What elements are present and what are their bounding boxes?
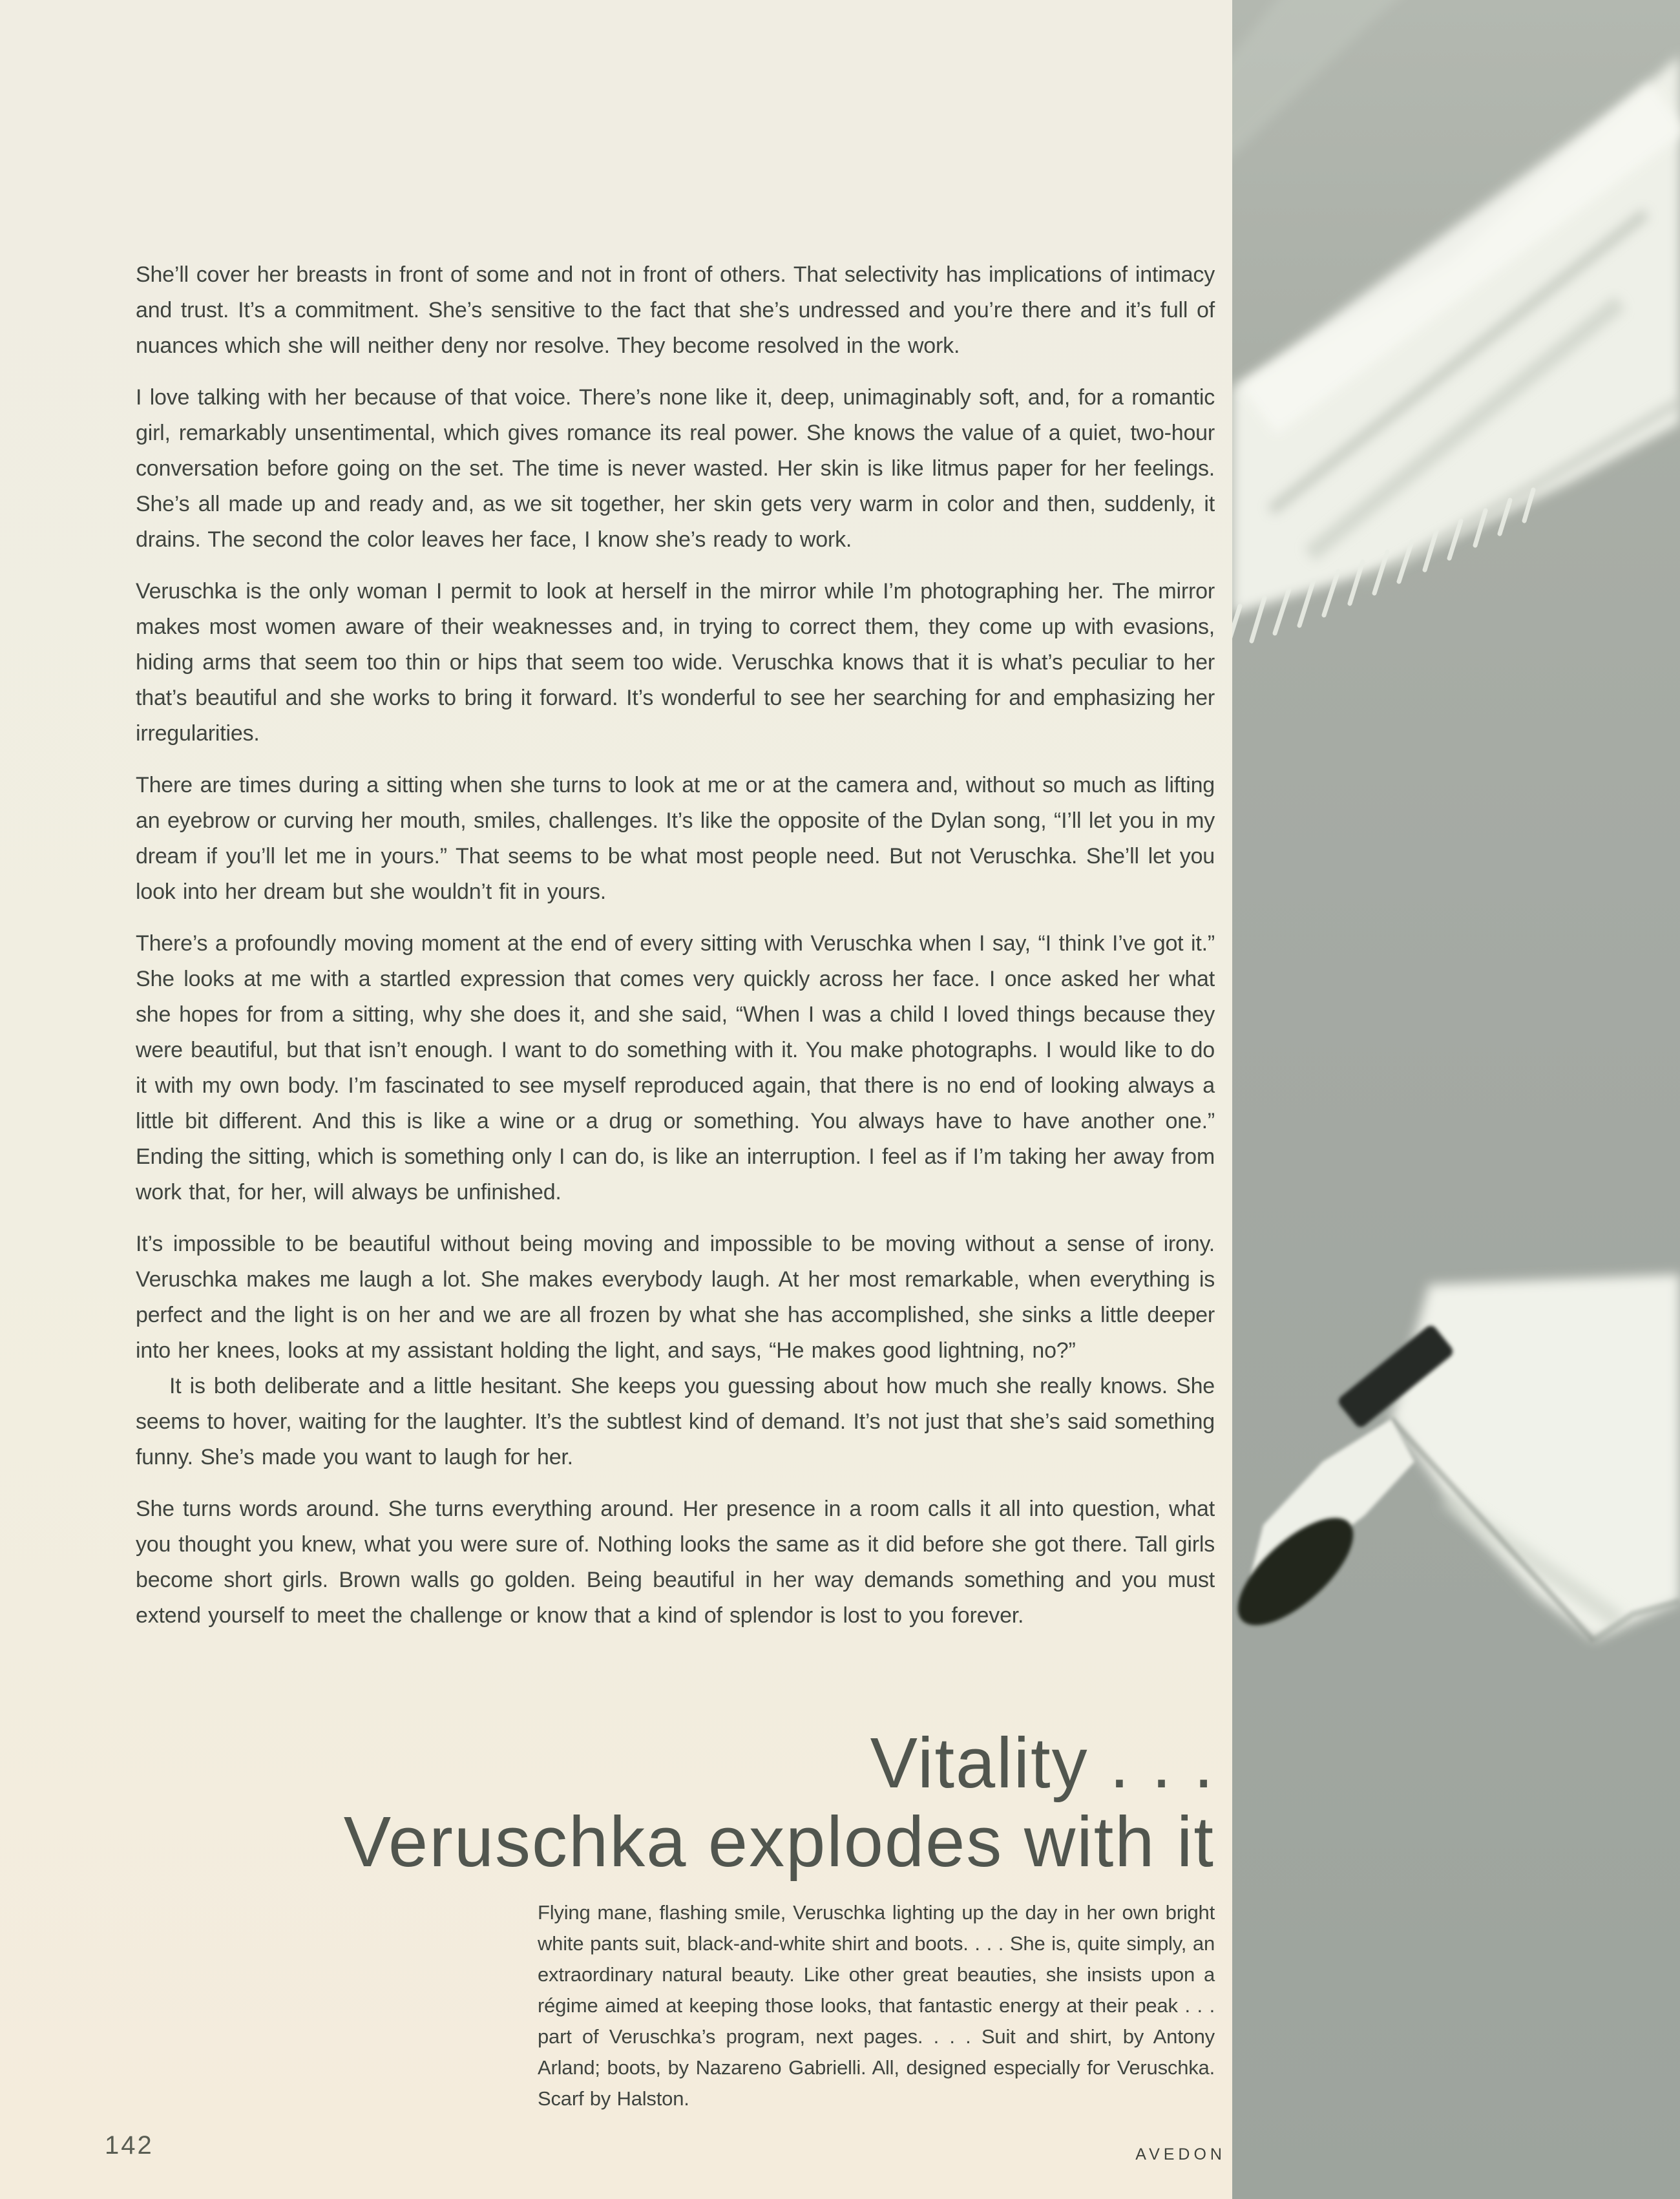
article-paragraph: I love talking with her because of that voice. There’s none like it, deep, unimaginably soft, and, for a romantic girl, remarkably unsentimental, which gives romance its real power. She knows the value of a quiet, two-hour conversation before going on the set. The time is never wasted. Her skin is like litmus paper for her feelings. She’s all made up and ready and, as we sit together, her skin gets very warm in color and then, suddenly, it drains. The second the color leaves her face, I know she’s ready to work. — [136, 385, 1215, 552]
headline-line-1: Vitality . . . — [870, 1723, 1215, 1803]
article-paragraph: She’ll cover her breasts in front of some and not in front of others. That selectivity has implications of intimacy and trust. It’s a commitment. She’s sensitive to the fact that she’s undressed and you’re there and it’s full of nuances which she will neither deny nor resolve. They become resolved in the work. — [136, 262, 1215, 358]
article-text — [136, 257, 1215, 1650]
article-paragraph: Veruschka is the only woman I permit to look at herself in the mirror while I’m photographing her. The mirror makes most women aware of their weaknesses and, in trying to correct them, they come up with evasions, hiding arms that seem too thin or hips that seem too wide. Veruschka knows that it is what’s peculiar to her that’s beautiful and she works to bring it forward. It’s wonderful to see her searching for and emphasizing her irregularities. — [136, 579, 1215, 746]
headline — [136, 1724, 1215, 1882]
article-paragraph: She turns words around. She turns everything around. Her presence in a room calls it all into question, what you thought you knew, what you were sure of. Nothing looks the same as it did before she got there. Tall girls become short girls. Brown walls go golden. Being beautiful in her way demands something and you must extend yourself to meet the challenge or know that a kind of splendor is lost to you forever. — [136, 1497, 1215, 1628]
photographer-credit: AVEDON — [1135, 2145, 1226, 2163]
article-paragraph: It’s impossible to be beautiful without being moving and impossible to be moving without a sense of irony. Veruschka makes me laugh a lot. She makes everybody laugh. At her most remarkable, when everything is perfect and the light is on her and we are all frozen by what she has accomplished, she sinks a little deeper into her knees, looks at my assistant holding the light, and says, “He makes good lightning, no?” — [136, 1232, 1215, 1363]
article-paragraph: It is both deliberate and a little hesitant. She keeps you guessing about how much she really knows. She seems to hover, waiting for the laughter. It’s the subtlest kind of demand. It’s not just that she’s said something funny. She’s made you want to laugh for her. — [136, 1374, 1215, 1469]
article-paragraph: There’s a profoundly moving moment at the end of every sitting with Veruschka when I say, “I think I’ve got it.” She looks at me with a startled expression that comes very quickly across her face. I once asked her what she hopes for from a sitting, why she does it, and she said, “When I was a child I loved things because they were beautiful, but that isn’t enough. I want to do something with it. You make photographs. I would like to do it with my own body. I’m fascinated to see myself reproduced again, that there is no end of looking always a little bit different. And this is like a wine or a drug or something. You always have to have another one.” Ending the sitting, which is something only I can do, is like an interruption. I feel as if I’m taking her away from work that, for her, will always be unfinished. — [136, 931, 1215, 1205]
photo-caption: Flying mane, flashing smile, Veruschka lighting up the day in her own bright white pants suit, black-and-white shirt and boots. . . . She is, quite simply, an extraordinary natural beauty. Like other great beauties, she insists upon a régime aimed at keeping those looks, that fantastic energy at their peak . . . part of Veruschka’s program, next pages. . . . Suit and shirt, by Antony Arland; boots, by Nazareno Gabrielli. All, designed especially for Veruschka. Scarf by Halston. — [538, 1901, 1215, 2110]
editorial-photo — [1232, 0, 1680, 2199]
headline-line-2: Veruschka explodes with it — [343, 1802, 1215, 1882]
page-number: 142 — [105, 2131, 154, 2160]
article-paragraph: There are times during a sitting when she turns to look at me or at the camera and, without so much as lifting an eyebrow or curving her mouth, smiles, challenges. It’s like the opposite of the Dylan song, “I’ll let you in my dream if you’ll let me in yours.” That seems to be what most people need. But not Veruschka. She’ll let you look into her dream but she wouldn’t fit in yours. — [136, 773, 1215, 904]
